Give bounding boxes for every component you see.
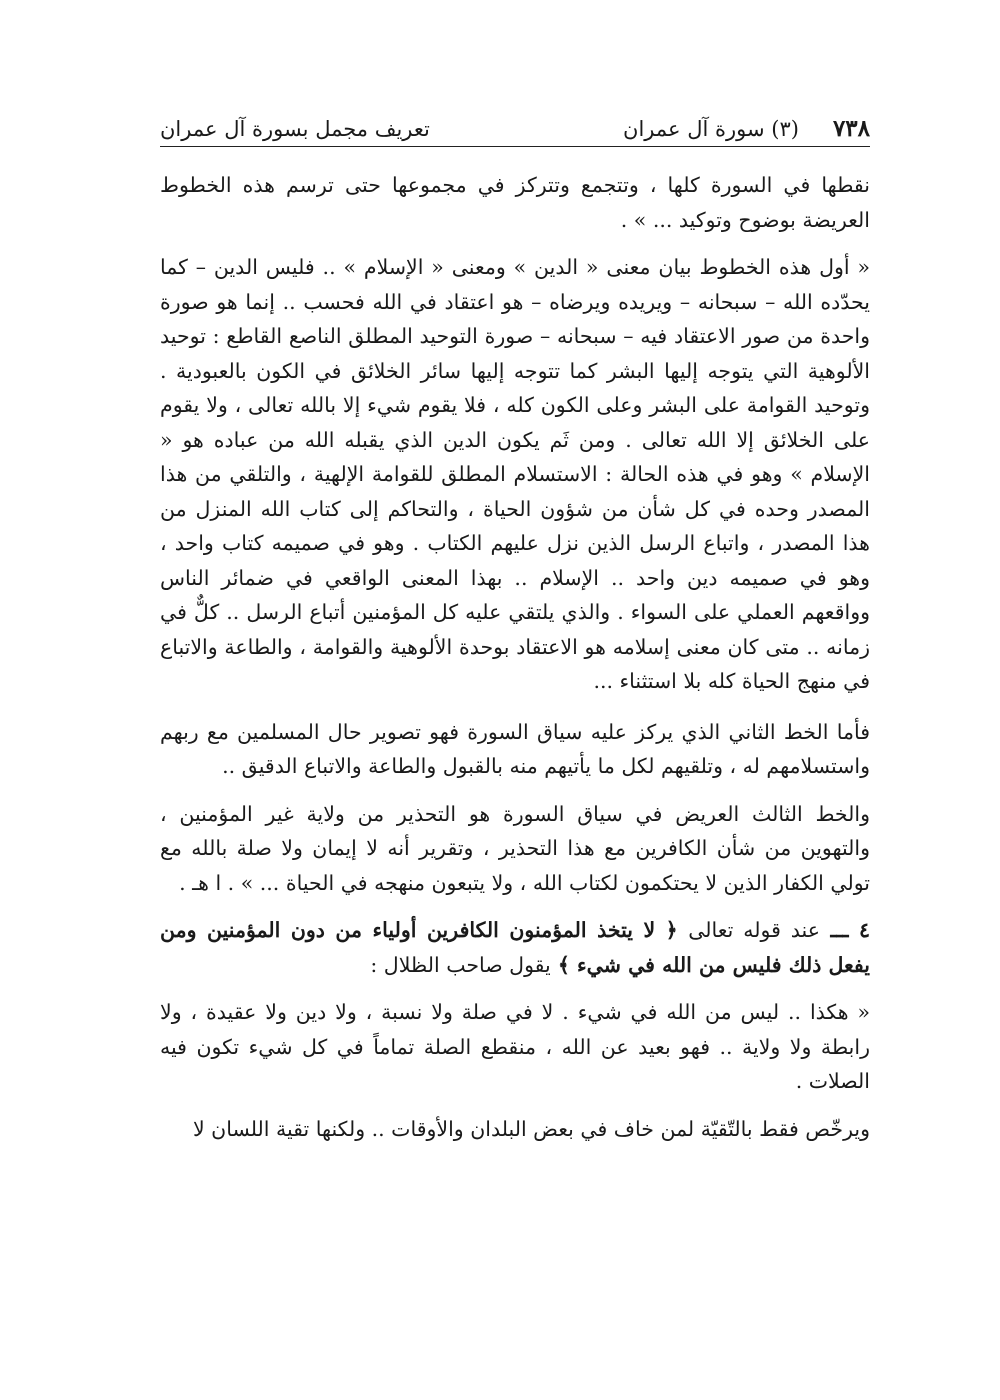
header-divider: [160, 146, 870, 147]
paragraph-third-line: والخط الثالث العريض في سياق السورة هو التحذير من ولاية غير المؤمنين ، والتهوين من شأن الكافرين مع هذا التحذير ، وتقرير أنه لا إيمان ولا صلة بالله مع تولي الكفار الذين لا يحتكمون لكتاب الله ، ولا يتبعون منهجه في الحياة ... » . ا هـ .: [160, 801, 870, 895]
quran-verse: ﴿ لا يتخذ المؤمنون الكافرين أولياء من دون المؤمنين ومن يفعل ذلك فليس من الله في شيء ﴾: [160, 918, 870, 977]
item-lead: عند قوله تعالى: [688, 918, 820, 942]
item-number: ٤ ـــ: [830, 918, 871, 942]
surah-label: (٣) سورة آل عمران: [623, 117, 799, 141]
numbered-item: [160, 913, 870, 982]
paragraph-second-line: فأما الخط الثاني الذي يركز عليه سياق السورة فهو تصوير حال المسلمين مع ربهم واستسلامهم له ، وتلقيهم لكل ما يأتيهم منه بالقبول والطاعة والاتباع الدقيق ..: [160, 719, 870, 778]
paragraph-first-line: « أول هذه الخطوط بيان معنى « الدين » ومعنى « الإسلام » .. فليس الدين – كما يحدّده الله – سبحانه – ويريده ويرضاه – هو اعتقاد في الله فحسب .. إنما هو صورة واحدة من صور الاعتقاد فيه – سبحانه – صورة التوحيد المطلق الناصع القاطع : توحيد الألوهية التي يتوجه إليها البشر كما تتوجه إليها سائر الخلائق في الكون بالعبودية . وتوحيد القوامة على البشر وعلى الكون كله ، فلا يقوم شيء إلا بالله تعالى ، ولا يقوم على الخلائق إلا الله تعالى . ومن ثَم يكون الدين الذي يقبله الله من عباده هو « الإسلام » وهو في هذه الحالة : الاستسلام المطلق للقوامة الإلهية ، والتلقي من هذا المصدر وحده في كل شأن من شؤون الحياة ، والتحاكم إلى كتاب الله المنزل من هذا المصدر ، واتباع الرسل الذين نزل عليهم الكتاب . وهو في صميمه كتاب واحد ، وهو في صميمه دين واحد .. الإسلام .. بهذا المعنى الواقعي في ضمائر الناس وواقعهم العملي على السواء . والذي يلتقي عليه كل المؤمنين أتباع الرسل .. كلٌّ في زمانه .. متى كان معنى إسلامه هو الاعتقاد بوحدة الألوهية والقوامة ، والطاعة والاتباع في منهج الحياة كله بلا استثناء ...: [160, 255, 870, 693]
quote-paragraph-continued: ويرخّص فقط بالتّقيّة لمن خاف في بعض البلدان والأوقات .. ولكنها تقية اللسان لا: [192, 1116, 870, 1141]
paragraph-continued: نقطها في السورة كلها ، وتتجمع وتتركز في مجموعها حتى ترسم هذه الخطوط العريضة بوضوح وتوكيد ... » .: [160, 173, 870, 232]
main-text: [160, 168, 870, 1146]
section-title: تعريف مجمل بسورة آل عمران: [160, 117, 430, 141]
page-number: ٧٣٨: [832, 115, 870, 142]
quote-paragraph: « هكذا .. ليس من الله في شيء . لا في صلة ولا نسبة ، ولا دين ولا عقيدة ، ولا رابطة ولا ولاية .. فهو بعيد عن الله ، منقطع الصلة تماماً في كل شيء تكون فيه الصلات .: [160, 1000, 870, 1093]
header-right-group: [623, 114, 870, 144]
running-header: [160, 108, 870, 144]
item-tail: يقول صاحب الظلال :: [370, 952, 551, 977]
